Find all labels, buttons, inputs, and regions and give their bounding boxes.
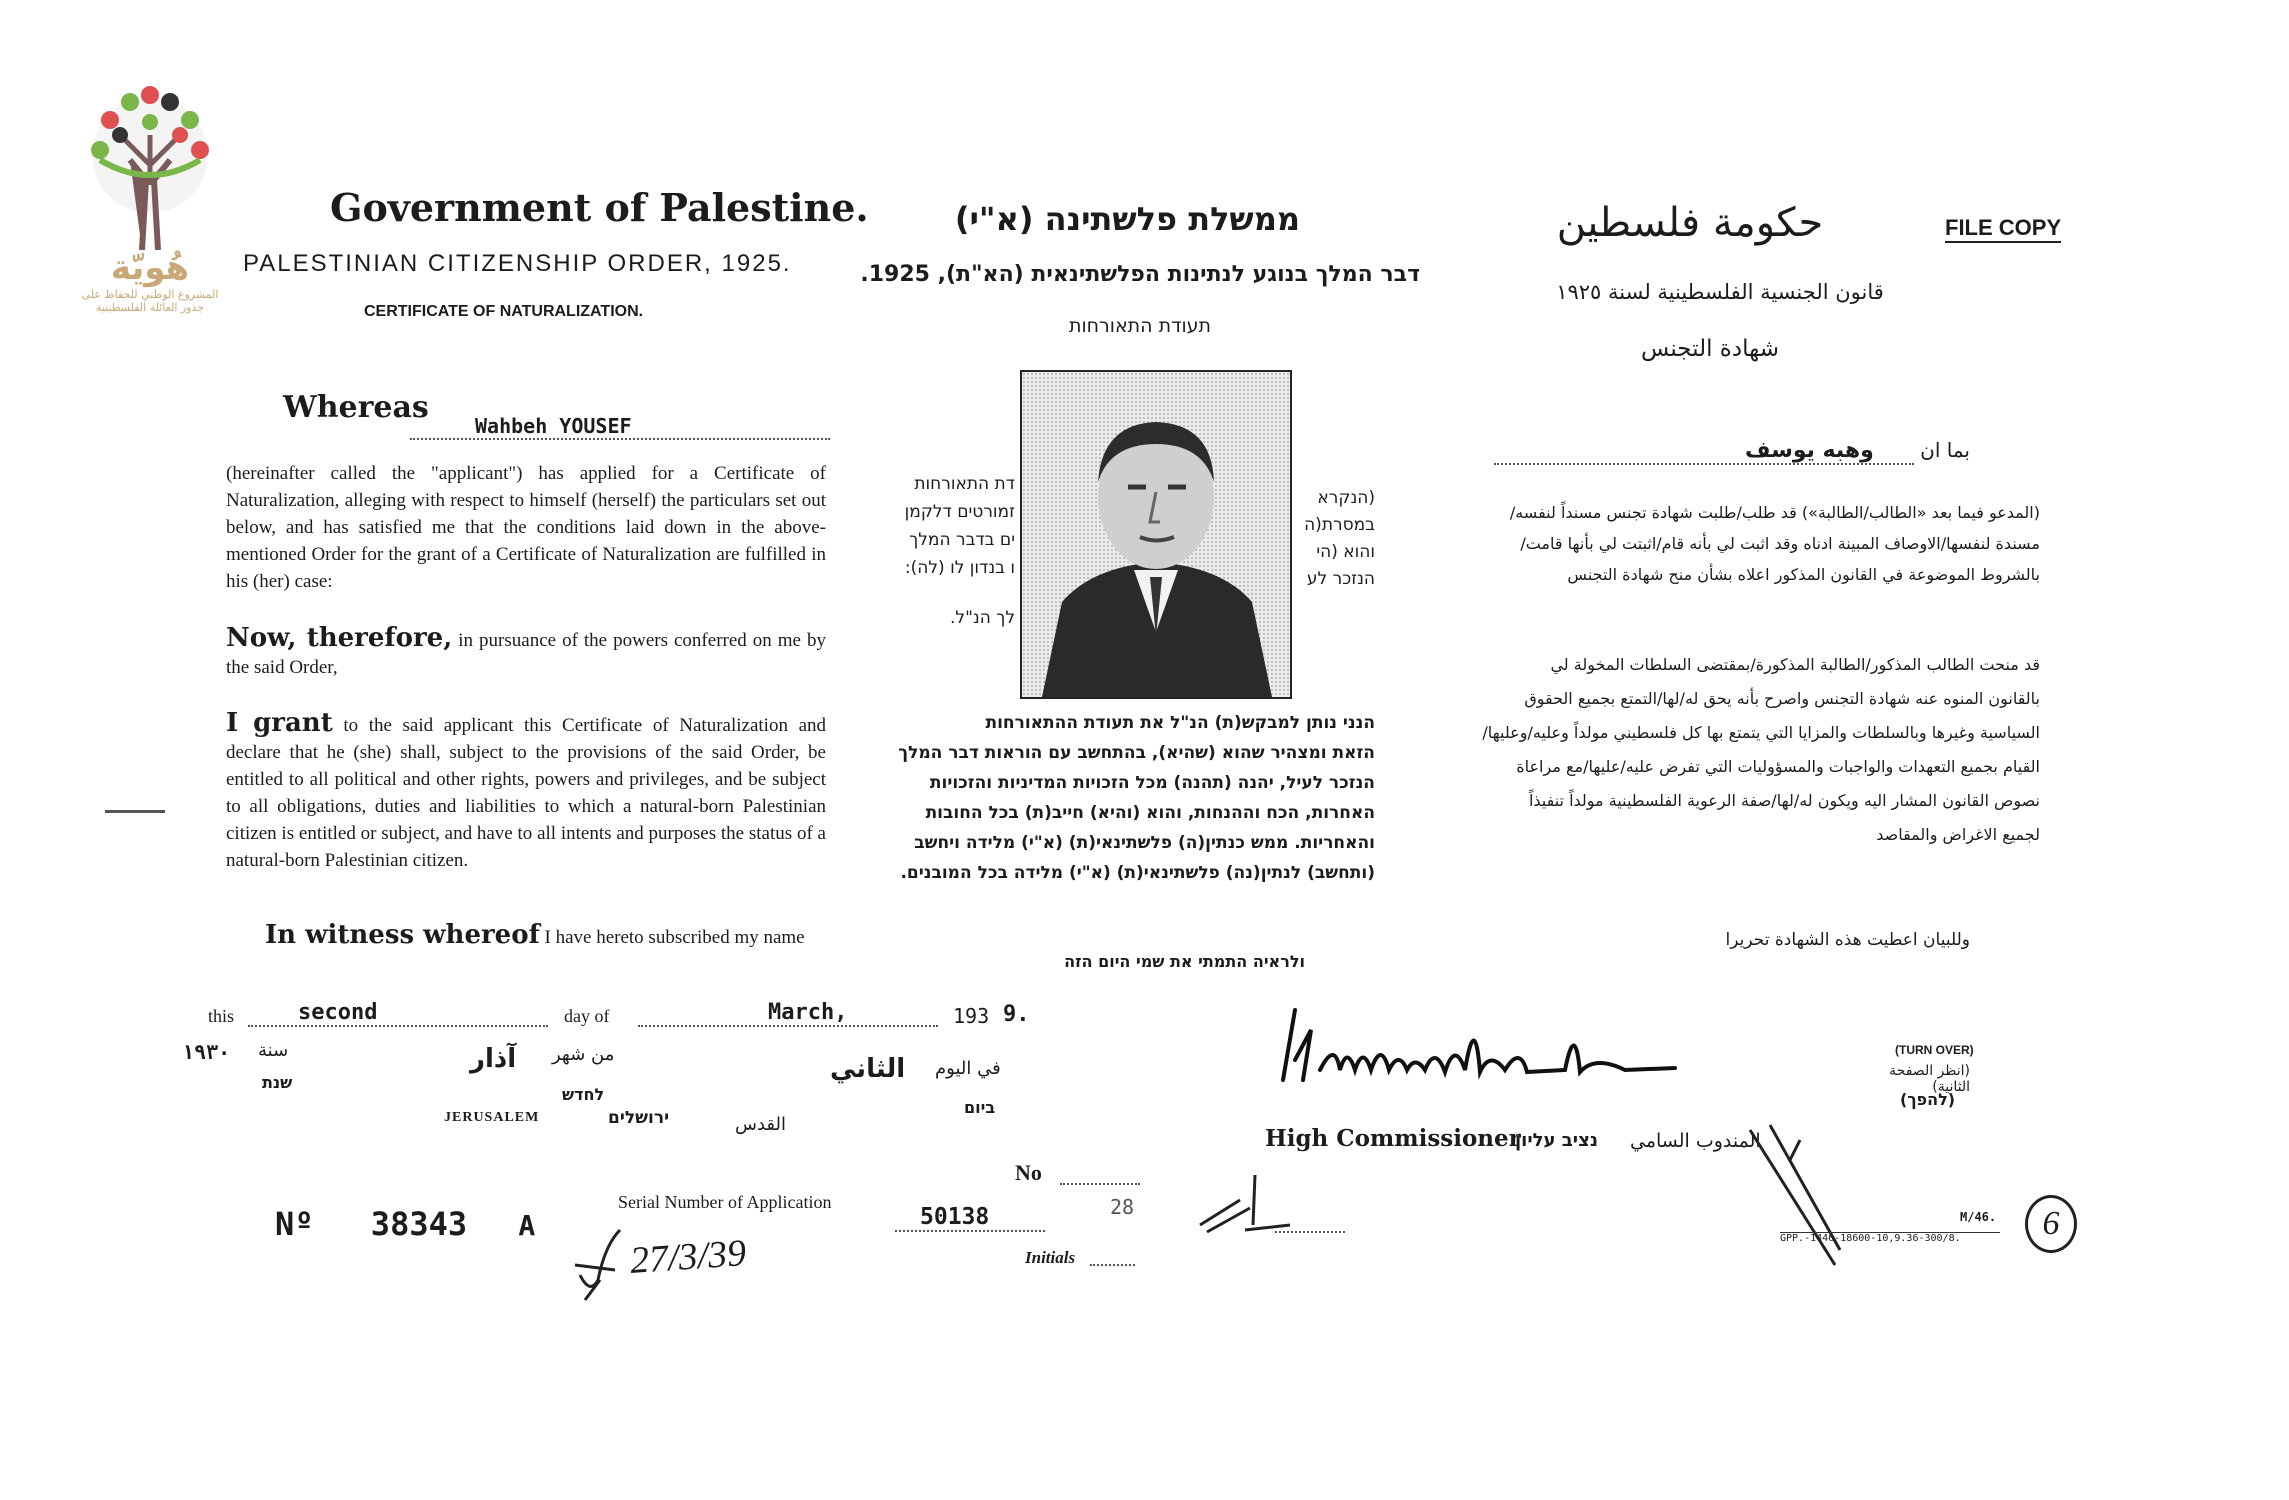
heb-day-label: ביום	[964, 1098, 996, 1117]
logo-tagline-1: المشروع الوطني للحفاظ على	[81, 288, 219, 301]
hebrew-fragment: לך הנ"ל.	[950, 608, 1015, 628]
year-suffix: 9.	[1003, 1002, 1030, 1027]
place-he: ירושלים	[608, 1108, 670, 1128]
whereas-label: Whereas	[283, 390, 429, 425]
english-para-1: (hereinafter called the "applicant") has applied for a Certificate of Naturalization, alleging with respect to himself (herself) the particulars set out below, and has satisfied me that the conditions laid down in the above-mentioned Order for the grant of a Certificate of Naturalization are fulfilled in his (her) case:	[226, 463, 826, 592]
hebrew-fragment: (הנקרא	[1317, 488, 1375, 508]
place-en: JERUSALEM	[444, 1110, 540, 1125]
english-order-title: PALESTINIAN CITIZENSHIP ORDER, 1925.	[243, 250, 792, 277]
arabic-order-title: قانون الجنسية الفلسطينية لسنة ١٩٢٥	[1556, 280, 1884, 304]
this-label: this	[208, 1006, 235, 1026]
printer-code: GPP.-1446-18600-10,9.36-300/8.	[1780, 1232, 2000, 1244]
initials-field	[1090, 1250, 1135, 1266]
annotation-strokes	[1740, 1120, 1850, 1270]
grant-lead: I grant	[226, 708, 333, 738]
hebrew-body-line: הנני נותן למבקש(ת) הנ"ל את תעודת ההתאורחות	[985, 713, 1375, 733]
month-value: March,	[638, 1000, 938, 1027]
arabic-para-1	[1420, 497, 2040, 590]
day-value: second	[248, 1000, 548, 1027]
heb-year-label: שנת	[262, 1073, 293, 1092]
hebrew-body-line: (ותחשב) לנתין(נה) פלשתינאי(ת) (א"י) מלידה בכל המובנים.	[900, 863, 1375, 883]
english-grant	[226, 710, 826, 874]
witness-lead: In witness whereof	[265, 920, 540, 950]
turn-over-he: (להפך)	[1900, 1090, 1956, 1109]
hebrew-fragments-left	[1295, 485, 1375, 593]
applicant-photo	[1020, 370, 1292, 699]
heb-month-label: לחדש	[562, 1085, 605, 1104]
check-mark-icon	[570, 1225, 630, 1305]
certificate-number	[275, 1205, 535, 1243]
family-tree-icon	[70, 60, 230, 250]
signature	[1265, 1000, 1695, 1110]
number-suffix: A	[518, 1209, 536, 1242]
arabic-line: مسندة لنفسها/الاوصاف المبينة ادناه وقد اثبت لي بأنه قام/اثبتت لي بأنها قامت/	[1520, 534, 2040, 553]
hebrew-body-line: הנזכר לעיל, יהנה (תהנה) מכל הזכויות המדיניות והזכויות	[929, 773, 1375, 793]
handwritten-date-text: 27/3/39	[628, 1232, 748, 1282]
ar-year-value: ١٩٣٠	[182, 1040, 231, 1064]
hebrew-witness: ולראיה התמתי את שמי היום הזה	[1064, 952, 1305, 971]
hebrew-fragment: במסרת(ה	[1304, 515, 1375, 535]
english-witness	[265, 920, 805, 950]
turn-over-en: (TURN OVER)	[1895, 1043, 1974, 1057]
signature-scribble	[1265, 1000, 1695, 1110]
ar-year-label: سنة	[258, 1040, 289, 1061]
file-copy-label: FILE COPY	[1945, 215, 2061, 243]
initials-label: Initials	[1025, 1248, 1076, 1267]
circled-number-value: 6	[2042, 1205, 2060, 1242]
arabic-line: السياسية وغيرها وبالسلطات والمزايا التي يتمتع بها كل فلسطيني مولداً وعليه/وعليها/	[1482, 723, 2040, 742]
arabic-line: نصوص القانون المشار اليه ويكون له/لها/صفة الرعوية الفلسطينية مولداً تنفيذاً	[1528, 791, 2040, 810]
circled-number	[2025, 1195, 2077, 1253]
stamp-fragment: 28	[1110, 1195, 1135, 1219]
logo	[70, 60, 230, 330]
arabic-para-2	[1420, 648, 2040, 852]
witness-text: I have hereto subscribed my name	[544, 927, 805, 948]
english-government-title: Government of Palestine.	[330, 185, 869, 230]
english-now-therefore	[226, 625, 826, 681]
ar-day-label: في اليوم	[935, 1058, 1001, 1079]
hebrew-certificate-title: תעודת התאורחות	[1068, 315, 1212, 337]
serial-value: 50138	[895, 1204, 1045, 1232]
serial-label: Serial Number of Application	[618, 1192, 832, 1212]
applicant-name-en: Wahbeh YOUSEF	[410, 414, 830, 440]
form-code: M/46.	[1960, 1210, 1997, 1224]
number-value: 38343	[370, 1205, 468, 1243]
number-label: Nº	[275, 1205, 314, 1243]
place-ar: القدس	[735, 1114, 787, 1135]
arabic-line: قد منحت الطالب المذكور/الطالبة المذكورة/بمقتضى السلطات المخولة لي	[1550, 655, 2040, 674]
grant-text: to the said applicant this Certificate of Naturalization and declare that he (she) shall, subject to the provisions of the said Order, be entitled to all political and other rights, powers and privileges, and be subject to all obligations, duties and liabilities to which a natural-born Palestinian citizen is entitled or subject, and have to all intents and purposes the status of a natural-born Palestinian citizen.	[226, 715, 826, 871]
english-certificate-title: CERTIFICATE OF NATURALIZATION.	[364, 303, 644, 320]
arabic-line: لجميع الاغراض والمقاصد	[1876, 825, 2040, 844]
no-label: No	[1015, 1160, 1042, 1185]
ar-day-value: الثاني	[830, 1054, 906, 1084]
arabic-line: بالقانون المنوه عنه شهادة التجنس واصرح بأنه يحق له/لها/التمتع بجميع الحقوق	[1524, 689, 2040, 708]
turn-over-ar: (انظر الصفحة الثانية)	[1889, 1063, 1970, 1095]
high-commissioner-he: נציב עליון	[1515, 1130, 1598, 1151]
hebrew-body-line: והאחריות. ממש כנתין(ה) פלשתינאי(ת) (א"י) מלידה ויחשב	[914, 833, 1375, 853]
ar-month-label: من شهر	[552, 1044, 615, 1065]
logo-name: هُويّة	[110, 248, 190, 288]
arabic-witness: وللبيان اعطيت هذه الشهادة تحريرا	[1725, 930, 1970, 950]
diagonal-strokes-icon	[1740, 1120, 1850, 1270]
handwritten-date	[570, 1225, 800, 1305]
initials-line	[1275, 1225, 1345, 1233]
margin-mark	[105, 810, 165, 813]
ar-month-value: آذار	[470, 1044, 517, 1074]
arabic-certificate-title: شهادة التجنس	[1641, 336, 1779, 362]
date-row-en	[208, 1000, 1038, 1040]
hebrew-fragments-right	[860, 470, 1015, 632]
hebrew-government-title: ממשלת פלשתינה (א"י)	[954, 200, 1300, 238]
arabic-whereas-label: بما ان	[1920, 438, 1970, 462]
hebrew-fragment: ו בנדון לו (לה):	[904, 558, 1015, 578]
arabic-line: القيام بجميع التعهدات والواجبات والمسؤوليات التي تفرض عليه/عليها/مع مراعاة	[1516, 757, 2040, 776]
day-of-label: day of	[564, 1006, 610, 1026]
portrait-image	[1022, 372, 1290, 697]
hebrew-fragment: דת התאורחות	[914, 474, 1015, 494]
hebrew-fragment: הנזכר לע	[1306, 569, 1375, 589]
arabic-line: (المدعو فيما بعد «الطالب/الطالبة») قد طلب/طلبت شهادة تجنس مسنداً لنفسه/	[1509, 503, 2040, 522]
now-therefore-lead: Now, therefore,	[226, 623, 453, 653]
hebrew-body-line: האחרות, הכח וההנחות, והוא (והיא) חייב(ת) בכל החובות	[925, 803, 1375, 823]
hebrew-body	[855, 708, 1375, 888]
arabic-whereas	[1420, 438, 1970, 465]
arabic-line: بالشروط الموضوعة في القانون المذكور اعلاه بشأن منح شهادة التجنس	[1567, 565, 2040, 584]
now-therefore-text: in pursuance of the powers conferred on me by the said Order,	[226, 630, 826, 678]
hebrew-fragment: ים בדבר המלך	[909, 530, 1015, 550]
date-row-ar	[170, 1040, 1030, 1090]
logo-tagline-2: جذور العائلة الفلسطينية	[95, 301, 205, 314]
hebrew-body-line: הזאת ומצהיר שהוא (שהיא), בהתחשב עם הוראות דבר המלך	[898, 743, 1375, 763]
hebrew-fragment: זמורטים דלקמן	[904, 502, 1015, 522]
high-commissioner-ar: المندوب السامي	[1630, 1130, 1761, 1152]
year-prefix: 193	[953, 1004, 990, 1028]
no-field	[1060, 1165, 1140, 1185]
hebrew-fragment: והוא (הי	[1316, 542, 1375, 562]
hebrew-order-title: דבר המלך בנוגע לנתינות הפלשתינאית (הא"ת), 1925.	[860, 262, 1420, 287]
high-commissioner-en: High Commissioner	[1265, 1125, 1521, 1152]
arabic-government-title: حكومة فلسطين	[1556, 200, 1824, 246]
applicant-name-ar: وهبه يوسف	[1494, 438, 1914, 465]
